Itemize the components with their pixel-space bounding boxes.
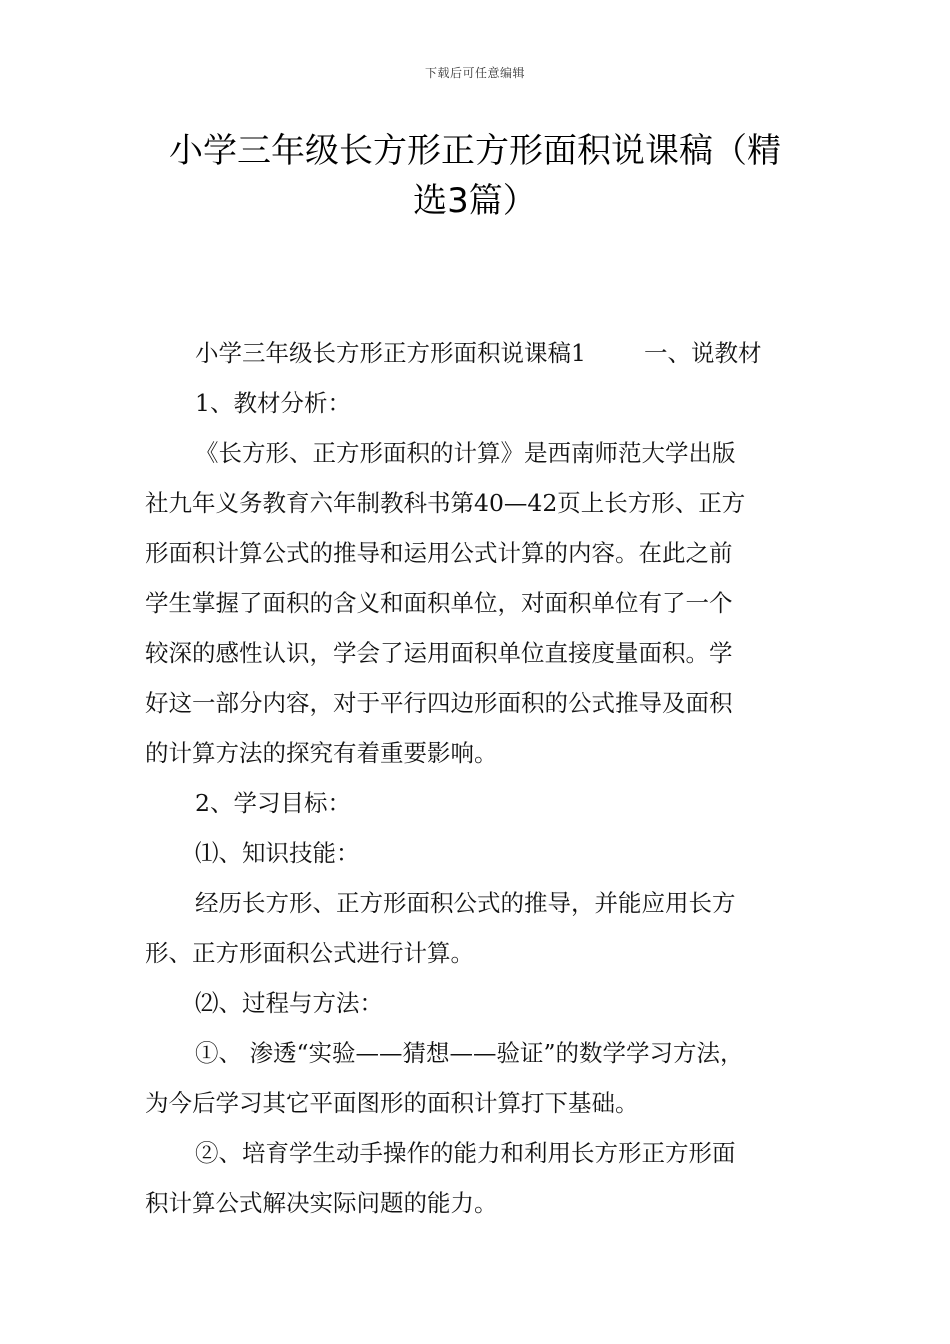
method1-line: ①、 渗透“实验——猜想——验证”的数学学习方法， xyxy=(195,1039,744,1067)
analysis-line: 形面积计算公式的推导和运用公式计算的内容。在此之前 xyxy=(145,539,733,567)
analysis-line: 较深的感性认识，学会了运用面积单位直接度量面积。学 xyxy=(145,639,733,667)
section1-heading: 一、说教材 xyxy=(643,339,762,367)
analysis-line: 社九年义务教育六年制教科书第40—42页上长方形、正方 xyxy=(145,489,746,517)
method1-paragraph xyxy=(145,1028,807,1128)
method1-line: 为今后学习其它平面图形的面积计算打下基础。 xyxy=(145,1089,639,1117)
skills-line: 形、正方形面积公式进行计算。 xyxy=(145,939,474,967)
section-subtitle: 小学三年级长方形正方形面积说课稿1 xyxy=(195,339,586,367)
header-note: 下载后可任意编辑 xyxy=(424,66,525,80)
skills-line: 经历长方形、正方形面积公式的推导，并能应用长方 xyxy=(195,889,736,917)
item1-heading: 1、教材分析： xyxy=(195,389,351,417)
subtitle-line xyxy=(145,328,807,378)
title-line-2: 选3篇） xyxy=(413,181,537,221)
title-line-1: 小学三年级长方形正方形面积说课稿（精 xyxy=(169,131,781,171)
sub2-heading: ⑵、过程与方法： xyxy=(195,989,383,1017)
method2-line: 积计算公式解决实际问题的能力。 xyxy=(145,1189,498,1217)
analysis-paragraph xyxy=(145,428,807,778)
analysis-line: 的计算方法的探究有着重要影响。 xyxy=(145,739,498,767)
analysis-line: 好这一部分内容，对于平行四边形面积的公式推导及面积 xyxy=(145,689,733,717)
document-title xyxy=(145,126,805,226)
method2-paragraph xyxy=(145,1128,807,1228)
analysis-line: 学生掌握了面积的含义和面积单位，对面积单位有了一个 xyxy=(145,589,733,617)
method2-line: ②、培育学生动手操作的能力和利用长方形正方形面 xyxy=(195,1139,736,1167)
item2-heading: 2、学习目标： xyxy=(195,789,351,817)
sub1-heading: ⑴、知识技能： xyxy=(195,839,360,867)
analysis-line: 《长方形、正方形面积的计算》是西南师范大学出版 xyxy=(195,439,736,467)
document-body xyxy=(145,328,807,1228)
skills-paragraph xyxy=(145,878,807,978)
